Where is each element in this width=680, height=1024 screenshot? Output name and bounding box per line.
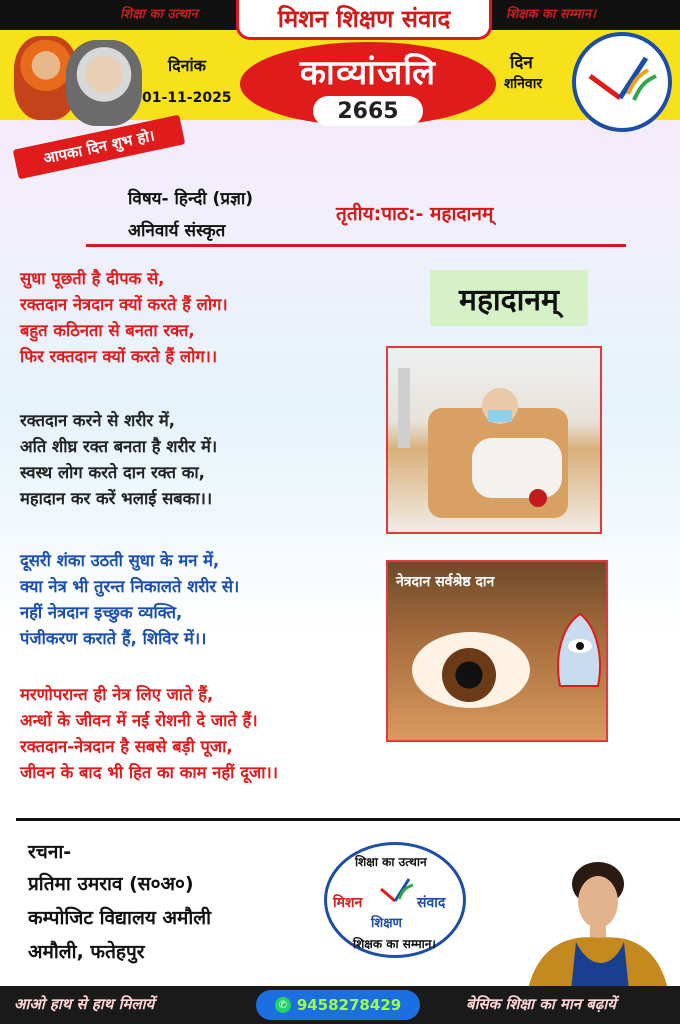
eye-donation-photo (386, 560, 608, 742)
poem-line: बहुत कठिनता से बनता रक्त, (20, 321, 195, 340)
day-value: शनिवार (504, 76, 543, 92)
phone-badge[interactable] (256, 990, 420, 1020)
logo-bottom-text: शिक्षक का सम्मान। (353, 937, 436, 951)
poem-stanza-3 (20, 548, 239, 652)
issue-number: 2665 (313, 96, 423, 126)
kavyanjali-banner (240, 42, 496, 126)
poem-line: मरणोपरान्त ही नेत्र लिए जाते हैं, (20, 685, 214, 704)
poem-stanza-4 (20, 682, 278, 786)
date-label: दिनांक (168, 56, 206, 75)
whatsapp-icon: ✆ (275, 997, 291, 1013)
poem-line: अन्धों के जीवन में नई रोशनी दे जाते हैं। (20, 711, 258, 730)
logo-center-text: शिक्षण (371, 916, 402, 931)
footer-bar (0, 986, 680, 1024)
iris-icon (442, 648, 496, 702)
poem-line: नहीं नेत्रदान इच्छुक व्यक्ति, (20, 603, 183, 622)
author-label: रचना- (28, 841, 72, 863)
poem-stanza-1 (20, 266, 228, 370)
poem-line: महादान कर करें भलाई सबका।। (20, 489, 213, 508)
divider (86, 244, 626, 247)
banner-title: काव्यांजलि (299, 53, 437, 93)
footer-divider (16, 818, 680, 821)
author-photo (520, 850, 670, 1000)
day-label: दिन (510, 53, 533, 73)
poem-line: अति शीघ्र रक्त बनता है शरीर में। (20, 437, 218, 456)
greeting-banner: आपका दिन शुभ हो। (13, 115, 186, 180)
poem-line: सुधा पूछती है दीपक से, (20, 269, 165, 288)
footer-right-text: बेसिक शिक्षा का मान बढ़ायें (466, 995, 616, 1013)
blood-donation-photo (386, 346, 602, 534)
date-value: 01-11-2025 (142, 90, 232, 106)
poem-line: दूसरी शंका उठती सुधा के मन में, (20, 551, 220, 570)
header-strip-left-text: शिक्षा का उत्थान (120, 7, 198, 22)
mission-logo-top (572, 32, 672, 132)
blood-donor-illustration (388, 348, 600, 532)
lesson-title: तृतीय:पाठ:- महादानम् (336, 203, 494, 225)
hands-logo-icon (377, 873, 417, 909)
poem-stanza-2 (20, 408, 217, 512)
poem-line: रक्तदान-नेत्रदान है सबसे बड़ी पूजा, (20, 737, 233, 756)
author-place: अमौली, फतेहपुर (28, 941, 145, 963)
logo-top-text: शिक्षा का उत्थान (355, 855, 427, 869)
poem-line: रक्तदान करने से शरीर में, (20, 411, 176, 430)
poem-line: पंजीकरण कराते हैं, शिविर में।। (20, 629, 207, 648)
hands-logo-icon (576, 36, 668, 128)
poem-line: स्वस्थ लोग करते दान रक्त का, (20, 463, 205, 482)
subject-line-1: विषय- हिन्दी (प्रज्ञा) (128, 189, 254, 209)
subject-line-2: अनिवार्य संस्कृत (128, 221, 226, 241)
footer-left-text: आओ हाथ से हाथ मिलायें (14, 995, 155, 1013)
header-title-box (236, 0, 492, 40)
header-strip-right-text: शिक्षक का सम्मान। (506, 7, 596, 22)
eye-donation-caption: नेत्रदान सर्वश्रेष्ठ दान (396, 574, 495, 590)
logo-left-text: मिशन (333, 895, 363, 911)
poem-line: क्या नेत्र भी तुरन्त निकालते शरीर से। (20, 577, 240, 596)
mission-logo-bottom (324, 842, 466, 958)
portrait-right (66, 40, 142, 126)
author-school: कम्पोजिट विद्यालय अमौली (28, 907, 212, 929)
author-name: प्रतिमा उमराव (स०अ०) (28, 873, 194, 895)
poem-line: रक्तदान नेत्रदान क्यों करते हैं लोग। (20, 295, 228, 314)
logo-right-text: संवाद (417, 895, 446, 911)
phone-number: 9458278429 (296, 996, 402, 1014)
mahadanam-heading: महादानम् (430, 270, 588, 326)
header-title: मिशन शिक्षण संवाद (277, 5, 451, 33)
hand-eye-icon (552, 606, 608, 692)
author-portrait (520, 850, 670, 1000)
poem-line: फिर रक्तदान क्यों करते हैं लोग।। (20, 347, 218, 366)
poem-line: जीवन के बाद भी हित का काम नहीं दूजा।। (20, 763, 278, 782)
